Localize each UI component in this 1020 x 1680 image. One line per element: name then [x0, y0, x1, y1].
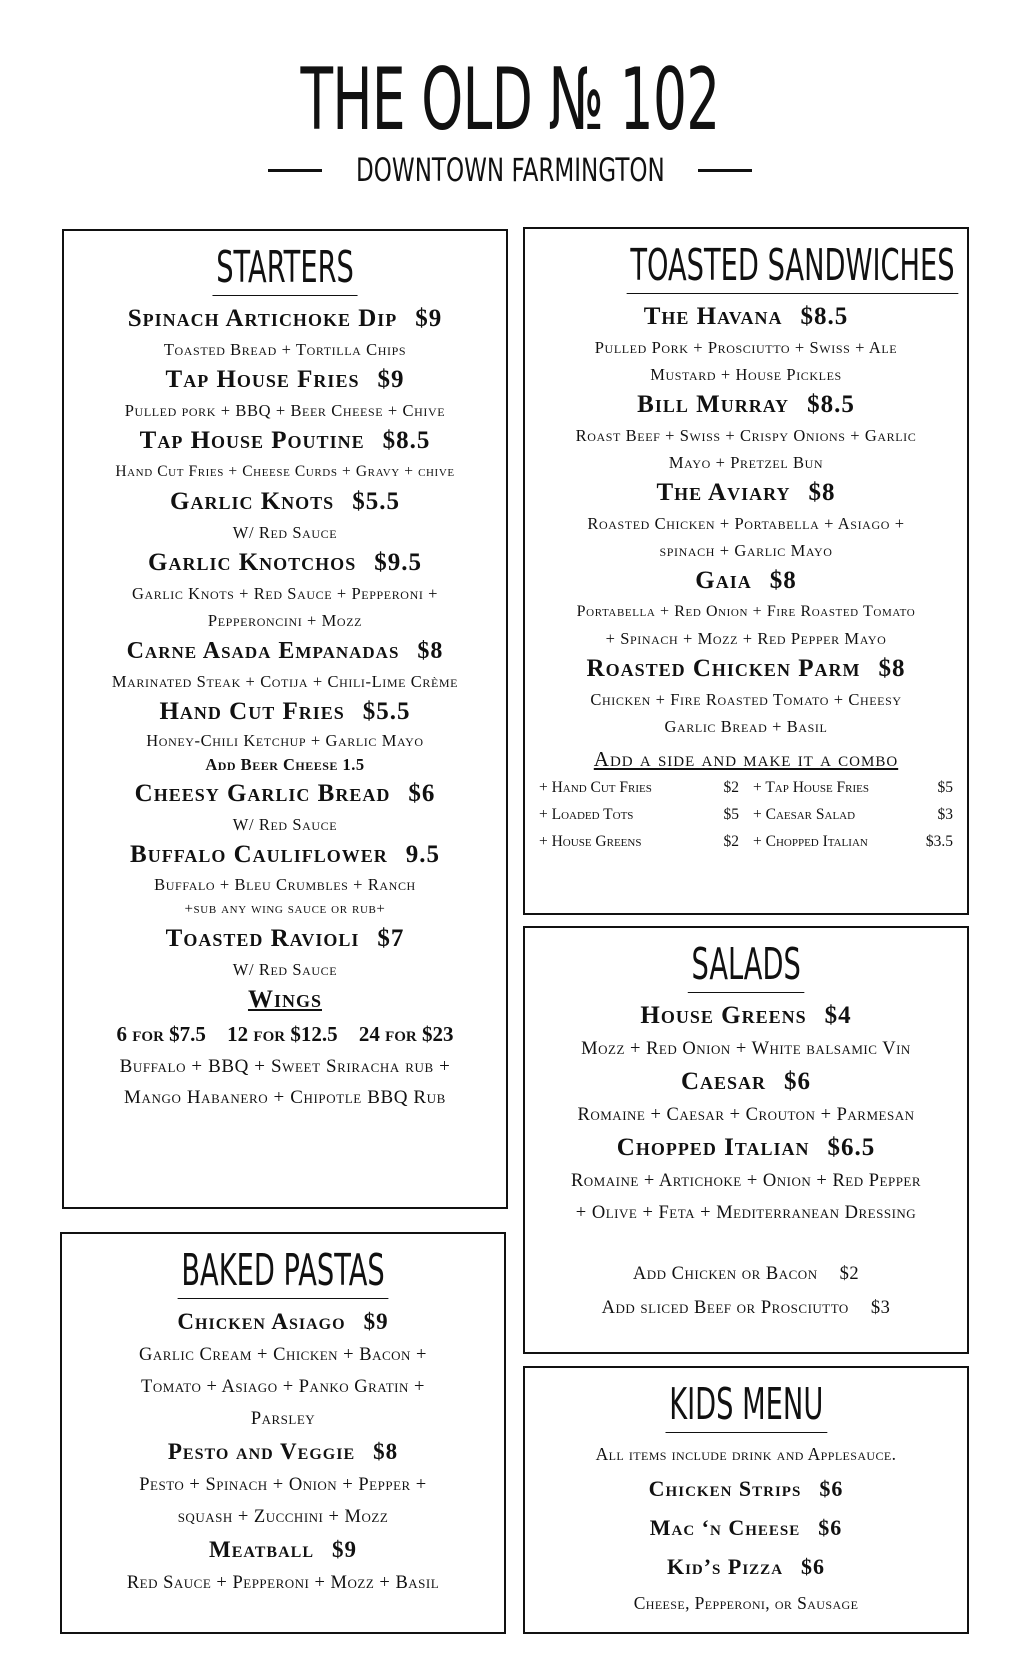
item-price: $8 — [808, 479, 836, 506]
item-description: Marinated Steak + Cotija + Chili-Lime Crème — [111, 672, 459, 691]
item-addon: Add Beer Cheese 1.5 — [205, 755, 365, 774]
combo-option — [753, 828, 953, 855]
addon-name: Add sliced Beef or Prosciutto — [601, 1298, 849, 1318]
combo-name: + Caesar Salad — [753, 806, 856, 823]
item-description: Garlic Cream + Chicken + Bacon + — [139, 1345, 427, 1365]
wings-description: Buffalo + BBQ + Sweet Sriracha rub + — [119, 1056, 451, 1077]
combo-name: + Loaded Tots — [539, 806, 634, 823]
salad-addon — [525, 1257, 967, 1291]
wings-title: Wings — [247, 986, 322, 1013]
menu-item — [525, 1547, 967, 1586]
item-name: Chicken Asiago — [177, 1309, 346, 1334]
pastas-section — [60, 1232, 506, 1634]
combo-name: + Tap House Fries — [753, 779, 869, 796]
menu-item — [64, 777, 506, 811]
pastas-title: BAKED PASTAS — [178, 1248, 389, 1299]
item-description: Mayo + Pretzel Bun — [668, 453, 824, 472]
item-name: Buffalo Cauliflower — [130, 841, 388, 868]
menu-item — [525, 300, 967, 334]
item-name: Tap House Fries — [165, 366, 360, 393]
menu-item — [525, 999, 967, 1033]
item-name: Chicken Strips — [648, 1476, 802, 1501]
item-name: Gaia — [695, 567, 752, 594]
item-name: Garlic Knotchos — [148, 549, 357, 576]
item-name: Hand Cut Fries — [159, 698, 345, 725]
item-description: Pesto + Spinach + Onion + Pepper + — [139, 1475, 427, 1495]
item-description: Romaine + Artichoke + Onion + Red Pepper — [570, 1171, 922, 1191]
item-name: Tap House Poutine — [139, 427, 365, 454]
kids-section — [523, 1366, 969, 1634]
item-description: Garlic Knots + Red Sauce + Pepperoni + — [131, 584, 439, 603]
item-name: Chopped Italian — [616, 1134, 810, 1161]
item-name: The Aviary — [656, 479, 791, 506]
combo-price: $2 — [723, 779, 739, 796]
item-description: W/ Red Sauce — [232, 960, 338, 979]
item-description: Tomato + Asiago + Panko Gratin + — [141, 1377, 425, 1397]
item-description: Garlic Bread + Basil — [664, 717, 828, 736]
item-name: Kid’s Pizza — [666, 1554, 784, 1579]
combo-name: + Chopped Italian — [753, 833, 868, 850]
item-name: Mac ‘n Cheese — [649, 1515, 801, 1540]
starters-title: STARTERS — [212, 245, 357, 296]
item-name: Carne Asada Empanadas — [126, 638, 400, 664]
menu-item — [64, 695, 506, 729]
menu-item — [525, 1065, 967, 1099]
restaurant-subtitle: DOWNTOWN FARMINGTON — [355, 151, 665, 189]
combo-options — [525, 774, 967, 855]
addon-price: $3 — [870, 1298, 891, 1318]
item-price: $6 — [818, 1515, 843, 1540]
starters-section — [62, 229, 508, 1209]
item-description: Toasted Bread + Tortilla Chips — [163, 340, 407, 359]
item-price: $9 — [415, 305, 443, 332]
item-description: Pulled pork + BBQ + Beer Cheese + Chive — [124, 401, 446, 420]
kids-title: KIDS MENU — [665, 1382, 827, 1433]
item-price: $9 — [363, 1309, 389, 1334]
item-description: W/ Red Sauce — [232, 523, 338, 542]
menu-item — [62, 1533, 504, 1567]
combo-name: + Hand Cut Fries — [539, 779, 652, 796]
combo-price: $5 — [937, 779, 953, 796]
menu-item — [525, 564, 967, 598]
menu-item — [525, 1508, 967, 1547]
item-name: Meatball — [209, 1537, 314, 1562]
combo-option — [753, 801, 953, 828]
item-description: +sub any wing sauce or rub+ — [184, 901, 386, 917]
item-price: $8.5 — [807, 391, 855, 418]
item-description: + Spinach + Mozz + Red Pepper Mayo — [605, 629, 887, 648]
addon-name: Add Chicken or Bacon — [632, 1264, 818, 1284]
item-price: $4 — [824, 1002, 852, 1029]
spacer — [525, 1229, 967, 1257]
item-description: Chicken + Fire Roasted Tomato + Cheesy — [590, 690, 902, 709]
subtitle-rule-left — [268, 169, 322, 172]
item-description: Mustard + House Pickles — [650, 365, 842, 384]
item-price: $7 — [377, 925, 405, 952]
item-name: Pesto and Veggie — [167, 1439, 356, 1464]
item-description: Roasted Chicken + Portabella + Asiago + — [587, 514, 905, 533]
menu-item — [64, 302, 506, 336]
sandwiches-title: TOASTED SANDWICHES — [627, 243, 959, 294]
item-price: $8 — [769, 567, 797, 594]
item-description: Parsley — [250, 1409, 316, 1429]
item-description: Buffalo + Bleu Crumbles + Ranch — [154, 875, 416, 894]
item-price: $8.5 — [382, 427, 431, 454]
subtitle-row — [0, 151, 1020, 189]
item-name: Cheesy Garlic Bread — [134, 780, 391, 807]
item-price: $9 — [332, 1537, 357, 1562]
item-name: The Havana — [643, 303, 783, 330]
item-description: Hand Cut Fries + Cheese Curds + Gravy + chive — [115, 463, 455, 480]
item-name: Spinach Artichoke Dip — [127, 305, 398, 332]
item-name: Toasted Ravioli — [165, 925, 360, 952]
item-description: Honey-Chili Ketchup + Garlic Mayo — [146, 731, 424, 750]
item-description: Roast Beef + Swiss + Crispy Onions + Garlic — [575, 426, 917, 445]
combo-price: $3 — [937, 806, 953, 823]
item-description: squash + Zucchini + Mozz — [177, 1507, 389, 1527]
item-price: $8 — [373, 1439, 399, 1464]
combo-option — [539, 801, 739, 828]
menu-item — [525, 1131, 967, 1165]
wings-prices — [64, 1017, 506, 1051]
menu-item — [64, 838, 506, 872]
item-price: $8.5 — [800, 303, 849, 330]
wings-price: 12 for $12.5 — [227, 1022, 338, 1046]
item-price: $6 — [784, 1068, 812, 1095]
kids-footer: Cheese, Pepperoni, or Sausage — [633, 1593, 859, 1613]
item-price: $5.5 — [362, 698, 411, 725]
item-description: W/ Red Sauce — [232, 815, 338, 834]
salads-title: SALADS — [688, 942, 805, 993]
combo-option — [539, 774, 739, 801]
item-price: 9.5 — [405, 841, 440, 868]
wings-price: 6 for $7.5 — [116, 1022, 206, 1046]
menu-item — [64, 922, 506, 956]
sandwiches-section — [523, 227, 969, 915]
menu-item — [64, 363, 506, 397]
combo-price: $3.5 — [925, 833, 953, 850]
salad-addon — [525, 1291, 967, 1325]
wings-price: 24 for $23 — [358, 1022, 454, 1046]
combo-title: Add a side and make it a combo — [593, 747, 899, 771]
item-description: Portabella + Red Onion + Fire Roasted Tomato — [576, 603, 916, 620]
menu-item — [525, 388, 967, 422]
item-description: Pulled Pork + Prosciutto + Swiss + Ale — [594, 338, 898, 357]
kids-note: All items include drink and Applesauce. — [595, 1444, 897, 1464]
menu-item — [525, 1469, 967, 1508]
item-name: House Greens — [640, 1002, 807, 1029]
menu-item — [64, 424, 506, 458]
item-description: Pepperoncini + Mozz — [207, 611, 363, 630]
combo-price: $5 — [723, 806, 739, 823]
menu-item — [525, 476, 967, 510]
combo-price: $2 — [723, 833, 739, 850]
item-description: Mozz + Red Onion + White balsamic Vin — [581, 1039, 911, 1059]
item-price: $5.5 — [352, 488, 400, 515]
item-description: spinach + Garlic Mayo — [659, 541, 833, 560]
menu-item — [64, 546, 506, 580]
item-price: $6 — [408, 780, 436, 807]
menu-item — [62, 1305, 504, 1339]
item-description: Red Sauce + Pepperoni + Mozz + Basil — [126, 1573, 440, 1593]
item-price: $6 — [819, 1476, 844, 1501]
item-name: Roasted Chicken Parm — [586, 655, 861, 682]
addon-price: $2 — [839, 1264, 860, 1284]
wings-description: Mango Habanero + Chipotle BBQ Rub — [124, 1087, 446, 1108]
menu-item — [62, 1435, 504, 1469]
combo-option — [753, 774, 953, 801]
item-price: $9.5 — [374, 549, 422, 576]
item-price: $9 — [377, 366, 405, 393]
restaurant-title: THE OLD № 102 — [300, 50, 720, 150]
salads-section — [523, 926, 969, 1354]
subtitle-rule-right — [698, 169, 752, 172]
item-price: $6 — [801, 1554, 826, 1579]
menu-item — [64, 634, 506, 668]
combo-name: + House Greens — [539, 833, 642, 850]
item-name: Bill Murray — [637, 391, 790, 418]
combo-option — [539, 828, 739, 855]
item-description: + Olive + Feta + Mediterranean Dressing — [575, 1203, 917, 1223]
menu-item — [525, 652, 967, 686]
item-description: Romaine + Caesar + Crouton + Parmesan — [577, 1105, 915, 1125]
menu-item — [64, 485, 506, 519]
menu-header — [0, 50, 1020, 189]
item-price: $8 — [878, 655, 906, 682]
item-price: $8 — [417, 638, 444, 664]
item-price: $6.5 — [827, 1134, 876, 1161]
item-name: Caesar — [680, 1068, 767, 1095]
item-name: Garlic Knots — [170, 488, 335, 515]
